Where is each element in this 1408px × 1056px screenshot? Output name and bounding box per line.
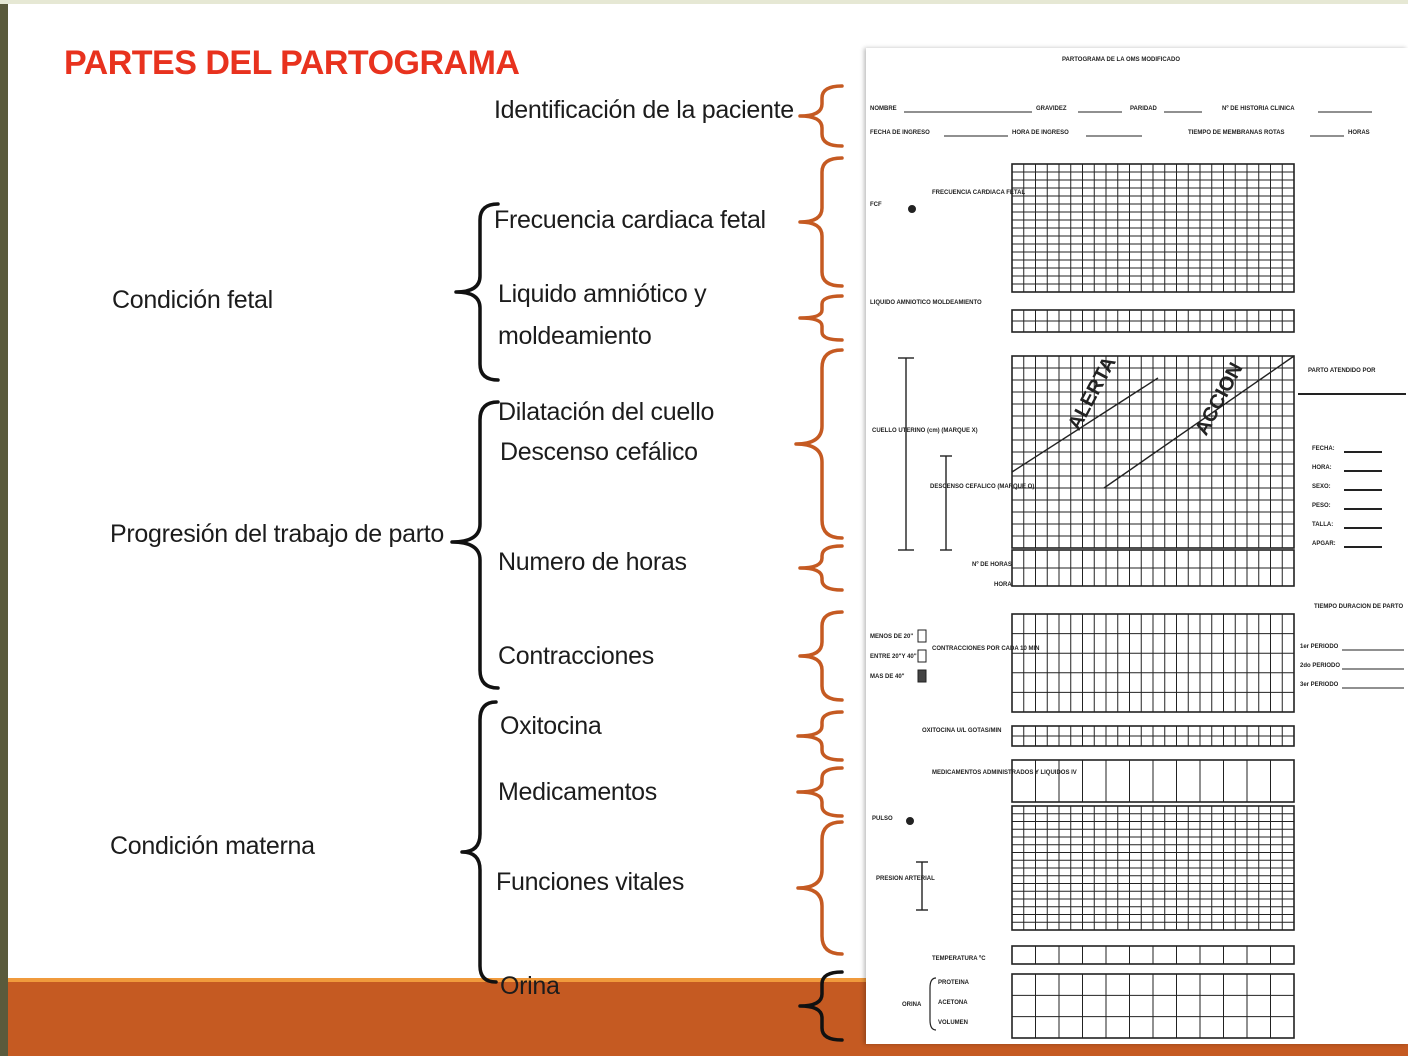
- item-descent: Descenso cefálico: [500, 438, 698, 466]
- form-accion: ACCION: [1191, 359, 1248, 440]
- form-periodo3: 3er PERIODO: [1300, 682, 1339, 688]
- category-progress: Progresión del trabajo de parto: [110, 520, 444, 548]
- brace-dilation: [796, 350, 842, 538]
- form-fcf-label: FRECUENCIA CARDIACA FETAL: [932, 190, 1026, 196]
- form-talla: TALLA:: [1312, 522, 1334, 528]
- form-hora: HORA: [994, 582, 1012, 588]
- brace-contractions: [800, 612, 842, 700]
- form-sexo: SEXO:: [1312, 484, 1331, 490]
- form-membranas: TIEMPO DE MEMBRANAS ROTAS: [1188, 130, 1285, 136]
- brace-amniotic: [800, 296, 842, 340]
- form-orina: ORINA: [902, 1002, 922, 1008]
- form-paridad: PARIDAD: [1130, 106, 1157, 112]
- form-nombre: NOMBRE: [870, 106, 897, 112]
- form-periodo1: 1er PERIODO: [1300, 644, 1339, 650]
- form-historia: Nº DE HISTORIA CLINICA: [1222, 106, 1295, 112]
- category-maternal: Condición materna: [110, 832, 315, 860]
- category-fetal: Condición fetal: [112, 286, 273, 314]
- brace-fetal: [456, 204, 498, 380]
- partograma-form: [866, 48, 1408, 1044]
- form-medicamentos: MEDICAMENTOS ADMINISTRADOS Y LIQUIDOS IV: [932, 770, 1077, 776]
- contraction-legend-box: [918, 650, 926, 662]
- form-pulso: PULSO: [872, 816, 893, 822]
- item-urine: Orina: [500, 972, 560, 1000]
- form-n-horas: Nº DE HORAS: [972, 562, 1012, 568]
- item-identification: Identificación de la paciente: [494, 96, 794, 124]
- form-hora-ingreso: HORA DE INGRESO: [1012, 130, 1069, 136]
- form-menos20: MENOS DE 20": [870, 634, 914, 640]
- fcf-dot-icon: [909, 206, 916, 213]
- form-drawing: [866, 48, 1408, 1044]
- form-mas40: MAS DE 40": [870, 674, 905, 680]
- form-volumen: VOLUMEN: [938, 1020, 968, 1026]
- urine-bracket: [930, 978, 936, 1030]
- item-fhr: Frecuencia cardiaca fetal: [494, 206, 766, 234]
- item-amniotic-line2: moldeamiento: [498, 322, 652, 350]
- item-medications: Medicamentos: [498, 778, 657, 806]
- item-hours: Numero de horas: [498, 548, 687, 576]
- brace-urine: [800, 972, 842, 1040]
- form-contracciones: CONTRACCIONES POR CADA 10 MIN: [932, 646, 1040, 652]
- form-gravidez: GRAVIDEZ: [1036, 106, 1067, 112]
- form-acetona: ACETONA: [938, 1000, 968, 1006]
- form-hora2: HORA:: [1312, 465, 1332, 471]
- form-oxitocina: OXITOCINA U/L GOTAS/MIN: [922, 728, 1002, 734]
- form-liquido: LIQUIDO AMNIOTICO MOLDEAMIENTO: [870, 300, 982, 306]
- brace-fhr: [800, 158, 842, 286]
- pulse-dot-icon: [907, 818, 914, 825]
- form-fcf: FCF: [870, 202, 882, 208]
- contraction-legend-box: [918, 630, 926, 642]
- form-cuello: CUELLO UTERINO (cm) (MARQUE X): [872, 428, 978, 434]
- form-periodo2: 2do PERIODO: [1300, 663, 1341, 669]
- form-title: PARTOGRAMA DE LA OMS MODIFICADO: [1062, 57, 1180, 63]
- form-entre: ENTRE 20"Y 40": [870, 654, 917, 660]
- form-temperatura: TEMPERATURA ºC: [932, 956, 986, 962]
- form-alerta: ALERTA: [1063, 353, 1121, 434]
- form-horas: HORAS: [1348, 130, 1370, 136]
- item-vitals: Funciones vitales: [496, 868, 685, 896]
- item-amniotic-line1: Liquido amniótico y: [498, 280, 707, 308]
- form-apgar: APGAR:: [1312, 541, 1336, 547]
- form-fecha-ingreso: FECHA DE INGRESO: [870, 130, 930, 136]
- brace-oxytocin: [798, 712, 842, 760]
- form-tiempo-duracion: TIEMPO DURACION DE PARTO: [1314, 604, 1404, 610]
- brace-hours: [800, 546, 842, 590]
- brace-identification: [800, 86, 842, 146]
- slide-title: PARTES DEL PARTOGRAMA: [64, 44, 520, 82]
- form-presion: PRESION ARTERIAL: [876, 876, 935, 882]
- form-parto-atendido: PARTO ATENDIDO POR: [1308, 368, 1376, 374]
- brace-maternal: [462, 702, 496, 982]
- form-fecha: FECHA:: [1312, 446, 1335, 452]
- form-proteina: PROTEINA: [938, 980, 970, 986]
- brace-medications: [798, 768, 842, 816]
- brace-vitals: [798, 822, 842, 954]
- item-dilation: Dilatación del cuello: [498, 398, 715, 426]
- form-peso: PESO:: [1312, 503, 1331, 509]
- item-oxytocin: Oxitocina: [500, 712, 602, 740]
- contraction-legend-box: [918, 670, 926, 682]
- brace-progress: [452, 402, 498, 688]
- form-descenso: DESCENSO CEFALICO (MARQUE O): [930, 484, 1035, 490]
- item-contractions: Contracciones: [498, 642, 654, 670]
